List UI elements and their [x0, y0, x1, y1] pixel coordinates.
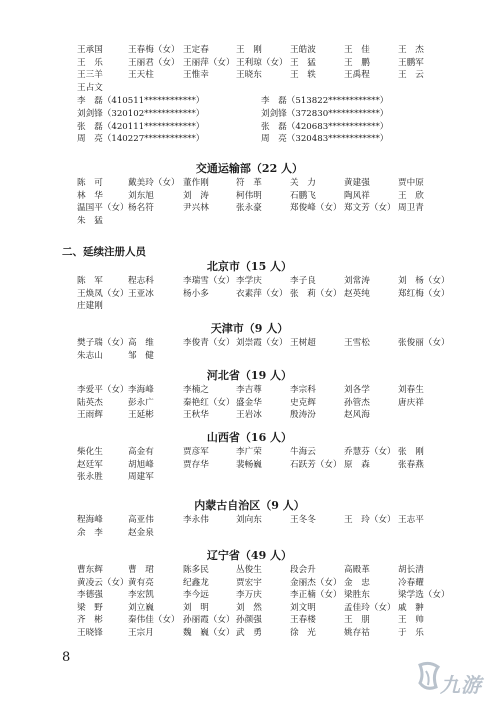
- name-entry: 王占文: [77, 82, 103, 93]
- name-entry: 王冬冬: [290, 515, 316, 525]
- name-entry: 赵风海: [344, 410, 370, 421]
- name-row: [0, 69, 499, 81]
- name-entry: 贾存华: [183, 459, 209, 470]
- name-entry: 程海峰: [77, 515, 103, 525]
- name-entry: 李永伟: [183, 515, 209, 525]
- name-entry: 温国平（女）: [77, 203, 129, 214]
- name-entry: 刘 然: [236, 602, 262, 613]
- group-heading: 交通运输部（22 人）: [195, 162, 304, 175]
- name-entry: 魏 巍（女）: [183, 628, 235, 638]
- name-entry: 刘东旭: [128, 190, 154, 201]
- name-entry: 张永豪: [236, 203, 262, 214]
- name-entry: 王 朋: [344, 615, 370, 626]
- name-entry: 黄凌云（女）: [77, 577, 129, 588]
- id-name-row: [0, 95, 499, 107]
- name-entry: 王 云: [398, 70, 424, 81]
- name-entry: 贾彦军: [183, 447, 209, 457]
- name-entry: 赵廷军: [77, 459, 103, 470]
- name-entry: 周建军: [128, 472, 154, 483]
- name-entry: 王 鹏: [344, 57, 370, 68]
- name-entry: 陈多民: [183, 565, 209, 575]
- name-entry: 王亚冰: [128, 288, 154, 299]
- name-row: [0, 350, 499, 362]
- name-entry: 衣素萍（女）: [236, 288, 288, 299]
- name-entry: 刘文明: [290, 602, 316, 613]
- name-entry: 张 刚: [398, 447, 424, 457]
- name-entry: 刘剑锋（320102************）: [77, 109, 205, 119]
- name-entry: 王晓锋: [77, 628, 103, 638]
- name-entry: 李俊青（女）: [183, 338, 235, 348]
- name-row: [0, 589, 499, 601]
- name-entry: 李 磊（410511************）: [77, 96, 205, 107]
- name-entry: 柯伟明: [236, 190, 262, 201]
- name-row: [0, 397, 499, 409]
- name-entry: 王晓东: [236, 70, 262, 81]
- name-row: [0, 190, 499, 202]
- name-row: [0, 384, 499, 396]
- name-entry: 王树超: [290, 338, 316, 348]
- name-entry: 王 轶: [290, 70, 316, 81]
- name-entry: 王春梅（女）: [128, 45, 180, 55]
- name-entry: 程志科: [128, 276, 154, 286]
- name-entry: 孙管杰: [344, 397, 370, 408]
- name-entry: 李宏凯: [128, 590, 154, 601]
- name-entry: 庄建刚: [77, 301, 103, 312]
- name-row: [0, 177, 499, 189]
- name-entry: 王秋华: [183, 410, 209, 421]
- name-entry: 朱 猛: [77, 215, 103, 226]
- name-row: [0, 215, 499, 227]
- name-row: [0, 614, 499, 626]
- name-row: [0, 57, 499, 69]
- name-entry: 金 忠: [344, 577, 370, 588]
- name-row: [0, 288, 499, 300]
- name-entry: 王 欣: [398, 190, 424, 201]
- name-entry: 高 维: [128, 338, 154, 348]
- name-entry: 梁学选（女）: [398, 590, 450, 601]
- name-entry: 孙丽霞（女）: [183, 615, 235, 626]
- name-row: [0, 409, 499, 421]
- name-entry: 王 猛: [290, 57, 316, 68]
- name-entry: 王丽萍（女）: [183, 57, 235, 68]
- name-entry: 李万庆: [236, 590, 262, 601]
- name-entry: 王皓波: [290, 45, 316, 55]
- name-entry: 李广荣: [236, 447, 262, 457]
- name-entry: 王延彬: [128, 410, 154, 421]
- name-row: [0, 300, 499, 312]
- name-entry: 王 乐: [77, 57, 103, 68]
- group-heading: 辽宁省（49 人）: [206, 549, 293, 562]
- name-entry: 王焕凤（女）: [77, 288, 129, 299]
- name-entry: 史克辉: [290, 397, 316, 408]
- id-name-row: [0, 121, 499, 133]
- name-entry: 周 亮（140227************）: [77, 134, 205, 145]
- name-row: [0, 471, 499, 483]
- name-entry: 王岩冰: [236, 410, 262, 421]
- name-entry: 刘 杨（女）: [398, 276, 450, 286]
- name-entry: 曹 珺: [128, 565, 154, 575]
- name-entry: 郑文芳（女）: [344, 203, 396, 214]
- name-row: [0, 202, 499, 214]
- watermark-text: 九游: [440, 673, 482, 697]
- name-entry: 王 玲（女）: [344, 515, 396, 525]
- name-row: [0, 44, 499, 56]
- name-entry: 牛海云: [290, 447, 316, 457]
- name-entry: 陈 可: [77, 178, 103, 188]
- id-name-row: [0, 108, 499, 120]
- name-entry: 刘崇霞（女）: [236, 338, 288, 348]
- name-entry: 李德强: [77, 590, 103, 601]
- name-entry: 段会升: [290, 565, 316, 575]
- group-heading: 北京市（15 人）: [206, 260, 293, 273]
- name-entry: 李宗科: [290, 385, 316, 395]
- name-entry: 李楠之: [183, 385, 209, 395]
- name-entry: 张 磊（420111************）: [77, 121, 205, 132]
- name-entry: 杨名符: [128, 203, 154, 214]
- name-entry: 胡旭峰: [128, 459, 154, 470]
- name-entry: 黄建强: [344, 178, 370, 188]
- name-entry: 徐 光: [290, 628, 316, 638]
- name-entry: 李今远: [183, 590, 209, 601]
- name-entry: 高金有: [128, 447, 154, 457]
- name-entry: 丛俊生: [236, 565, 262, 575]
- name-entry: 于 乐: [398, 628, 424, 638]
- name-entry: 冷春耀: [398, 577, 424, 588]
- name-entry: 贾宏宇: [236, 577, 262, 588]
- name-entry: 金丽杰（女）: [290, 577, 342, 588]
- name-entry: 张永胜: [77, 472, 103, 483]
- name-entry: 王鹏军: [398, 57, 424, 68]
- name-entry: 王宗月: [128, 628, 154, 638]
- page-number: 8: [62, 650, 71, 665]
- name-entry: 董作刚: [183, 178, 209, 188]
- name-entry: 王惟幸: [183, 70, 209, 81]
- name-entry: 邹 健: [128, 350, 154, 361]
- name-entry: 刘春生: [398, 385, 424, 395]
- name-entry: 胡长清: [398, 565, 424, 575]
- name-entry: 王三羊: [77, 70, 103, 81]
- name-entry: 张 莉（女）: [290, 288, 342, 299]
- name-entry: 唐庆祥: [398, 397, 424, 408]
- name-entry: 戴美玲（女）: [128, 178, 180, 188]
- name-entry: 王 佳: [344, 45, 370, 55]
- name-row: [0, 527, 499, 539]
- watermark-logo: [414, 661, 496, 703]
- name-entry: 孙颜强: [236, 615, 262, 626]
- name-entry: 原 森: [344, 459, 370, 470]
- name-entry: 王志平: [398, 515, 424, 525]
- name-row: [0, 459, 499, 471]
- name-entry: 刘 涛: [183, 190, 209, 201]
- name-entry: 李 磊（513822************）: [261, 96, 389, 107]
- name-entry: 林 华: [77, 190, 103, 201]
- group-heading: 内蒙古自治区（9 人）: [194, 499, 305, 512]
- name-entry: 刘各学: [344, 385, 370, 395]
- name-entry: 陆英杰: [77, 397, 103, 408]
- name-entry: 裴畅巍: [236, 459, 262, 470]
- name-entry: 李正楠（女）: [290, 590, 342, 601]
- name-entry: 王禹程: [344, 70, 370, 81]
- name-entry: 王雪松: [344, 338, 370, 348]
- name-entry: 张春燕: [398, 459, 424, 470]
- name-entry: 李子良: [290, 276, 316, 286]
- name-entry: 孟佳玲（女）: [344, 602, 396, 613]
- name-entry: 王 杰: [398, 45, 424, 55]
- name-entry: 刘剑锋（372830************）: [261, 109, 389, 119]
- id-name-row: [0, 133, 499, 145]
- name-entry: 余 李: [77, 527, 103, 538]
- name-entry: 贾中原: [398, 178, 424, 188]
- name-entry: 石鹏飞: [290, 190, 316, 201]
- name-entry: 刘向东: [236, 515, 262, 525]
- name-row: [0, 446, 499, 458]
- name-entry: 戚 翀: [398, 602, 424, 613]
- name-entry: 高亚伟: [128, 515, 154, 525]
- name-entry: 黄有亮: [128, 577, 154, 588]
- group-heading: 天津市（9 人）: [210, 322, 289, 335]
- name-entry: 朱志山: [77, 350, 103, 361]
- name-entry: 高殿革: [344, 565, 370, 575]
- name-entry: 武 勇: [236, 628, 262, 638]
- name-entry: 杨小多: [183, 288, 209, 299]
- name-entry: 柴化生: [77, 447, 103, 457]
- name-entry: 关 力: [290, 178, 316, 188]
- name-entry: 王雨辉: [77, 410, 103, 421]
- name-entry: 符 革: [236, 178, 262, 188]
- name-entry: 陶风祥: [344, 190, 370, 201]
- name-entry: 王丽君（女）: [128, 57, 180, 68]
- group-heading: 河北省（19 人）: [206, 369, 293, 382]
- name-entry: 樊子瑞（女）: [77, 338, 129, 348]
- name-entry: 刘常涛: [344, 276, 370, 286]
- name-entry: 陈 军: [77, 276, 103, 286]
- name-entry: 王承国: [77, 45, 103, 55]
- name-row: [0, 627, 499, 639]
- name-entry: 郑俊峰（女）: [290, 203, 342, 214]
- name-entry: 刘立巍: [128, 602, 154, 613]
- section-title: 二、延续注册人员: [62, 246, 146, 258]
- name-entry: 王 帅: [398, 615, 424, 626]
- name-entry: 赵英纯: [344, 288, 370, 299]
- name-entry: 乔慧芬（女）: [344, 447, 396, 457]
- name-entry: 李瑞雪（女）: [183, 276, 235, 286]
- name-entry: 石跃芳（女）: [290, 459, 342, 470]
- name-entry: 刘 明: [183, 602, 209, 613]
- name-entry: 李海峰: [128, 385, 154, 395]
- name-entry: 秦伟佳（女）: [128, 615, 180, 626]
- name-entry: 盛金华: [236, 397, 262, 408]
- name-row: [0, 564, 499, 576]
- name-entry: 纪鑫龙: [183, 577, 209, 588]
- name-entry: 赵金泉: [128, 527, 154, 538]
- name-row: [0, 275, 499, 287]
- name-row: [0, 602, 499, 614]
- name-entry: 李爱平（女）: [77, 385, 129, 395]
- name-entry: 周 亮（320483************）: [261, 134, 389, 145]
- name-entry: 尹兴林: [183, 203, 209, 214]
- name-entry: 张 磊（420683************）: [261, 121, 389, 132]
- name-row: [0, 337, 499, 349]
- name-entry: 王利琼（女）: [236, 57, 288, 68]
- name-entry: 梁胜东: [344, 590, 370, 601]
- group-heading: 山西省（16 人）: [206, 431, 293, 444]
- name-entry: 王春楼: [290, 615, 316, 626]
- name-entry: 李吉尊: [236, 385, 262, 395]
- name-entry: 李学庆: [236, 276, 262, 286]
- name-entry: 曹东辉: [77, 565, 103, 575]
- name-row: [0, 577, 499, 589]
- name-row: [0, 514, 499, 526]
- name-entry: 秦艳红（女）: [183, 397, 235, 408]
- name-entry: 彭永广: [128, 397, 154, 408]
- name-entry: 梁 野: [77, 602, 103, 613]
- name-entry: 姚存祜: [344, 628, 370, 638]
- name-entry: 周卫青: [398, 203, 424, 214]
- name-row: [0, 82, 499, 94]
- name-entry: 殷涛汾: [290, 410, 316, 421]
- name-entry: 张俊丽（女）: [398, 338, 450, 348]
- name-entry: 王天柱: [128, 70, 154, 81]
- name-entry: 齐 彬: [77, 615, 103, 626]
- name-entry: 郑红梅（女）: [398, 288, 450, 299]
- name-entry: 王定春: [183, 45, 209, 55]
- name-entry: 王 刚: [236, 45, 262, 55]
